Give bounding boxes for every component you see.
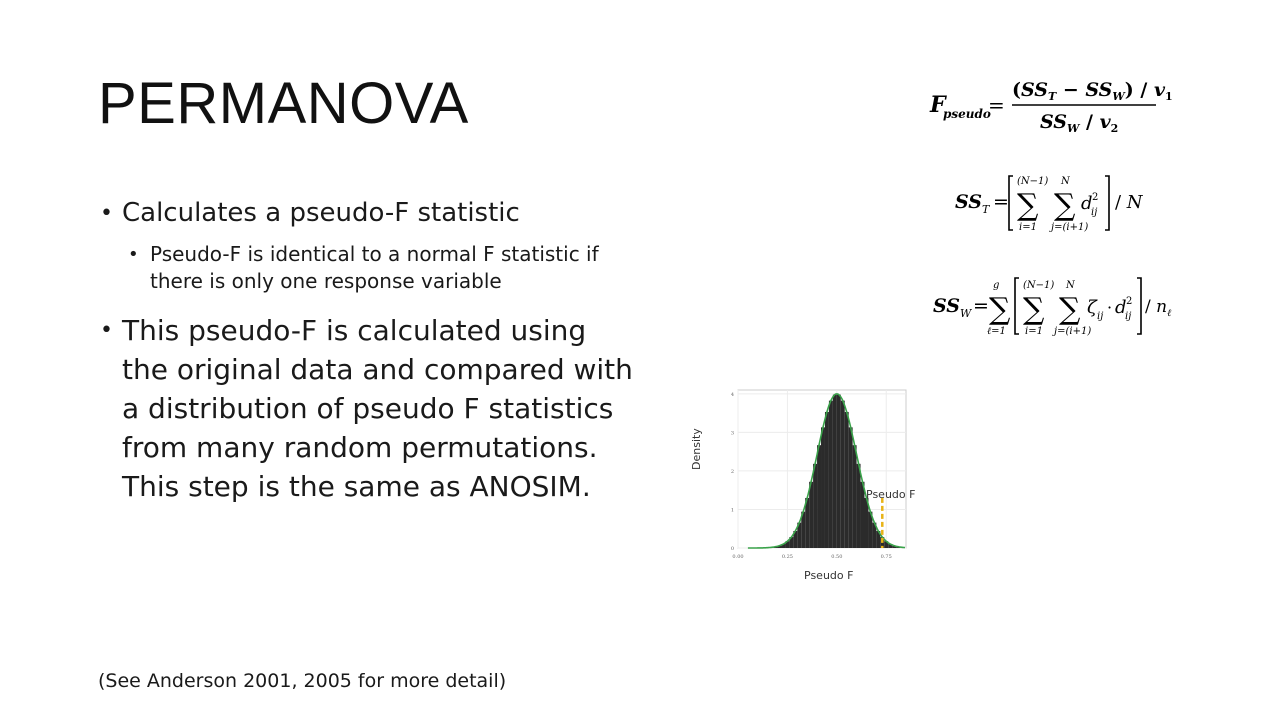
svg-text:SS: SS (955, 191, 983, 213)
svg-text:N: N (1061, 176, 1070, 187)
bullet-list (100, 196, 640, 516)
histogram-bar (837, 395, 841, 548)
histogram-bar (809, 482, 813, 548)
formula-ss-total (955, 170, 1145, 236)
observed-value-annotation: Pseudo F (866, 488, 916, 501)
svg-text:2: 2 (1092, 192, 1099, 203)
svg-text:(N−1): (N−1) (1023, 280, 1055, 291)
bullet-text: This pseudo-F is calculated using the original data and compared with a distribution of pseudo F statistics from many random permutations. This step is the same as ANOSIM. (122, 314, 633, 503)
x-tick-label: 0.00 (732, 554, 744, 560)
sub-bullet-text: Pseudo-F is identical to a normal F statistic if there is only one response variable (150, 242, 599, 293)
histogram-bar (813, 464, 817, 548)
svg-text:ij: ij (1091, 207, 1098, 218)
histogram-bar (833, 395, 837, 548)
slide-title: PERMANOVA (98, 71, 469, 136)
sub-bullet-item (100, 241, 640, 295)
y-tick-label: 4 (730, 391, 734, 398)
svg-text:i=1: i=1 (1025, 326, 1043, 337)
svg-text:=: = (988, 93, 1005, 117)
svg-text:g: g (993, 280, 1000, 291)
histogram-bar (857, 464, 861, 548)
svg-text:=: = (993, 191, 1009, 213)
svg-text:pseudo: pseudo (943, 107, 991, 121)
svg-text:/ N: / N (1115, 192, 1143, 213)
svg-text:(N−1): (N−1) (1017, 176, 1049, 187)
svg-text:ij: ij (1125, 311, 1132, 322)
svg-text:∑: ∑ (1059, 292, 1081, 327)
y-tick-label: 1 (730, 507, 734, 514)
svg-text:/ nℓ: / $n_\ell$ (1145, 297, 1172, 319)
histogram-bar (841, 401, 845, 548)
density-chart-svg (700, 384, 920, 584)
histogram-bar (861, 482, 865, 548)
svg-text:j=(i+1): j=(i+1) (1051, 222, 1089, 233)
svg-text:∑: ∑ (1017, 188, 1039, 223)
bullet-item (100, 311, 640, 506)
svg-text:∑: ∑ (989, 292, 1011, 327)
svg-text:SSW / v2: $SS_W / v_2$ (1040, 111, 1119, 135)
y-tick-label: 2 (730, 468, 734, 475)
histogram-bar (829, 401, 833, 548)
svg-text:·: · (1107, 298, 1113, 317)
formula-f-pseudo (928, 74, 1173, 136)
svg-text:(SST − SSW) / v1: $(SS_T - SS_W) / v_1$ (1012, 79, 1173, 103)
histogram-bar (853, 445, 857, 548)
bullet-dot-icon: • (128, 244, 139, 265)
bullet-dot-icon: • (100, 201, 113, 226)
svg-text:ζ: ζ (1087, 297, 1097, 318)
x-axis-label: Pseudo F (804, 569, 854, 582)
bullet-item (100, 196, 640, 231)
histogram-bar (845, 412, 849, 548)
svg-text:SS: SS (933, 295, 961, 317)
x-tick-label: 0.25 (781, 554, 793, 560)
svg-text:N: N (1066, 280, 1075, 291)
svg-text:d: d (1115, 297, 1127, 318)
footnote: (See Anderson 2001, 2005 for more detail) (98, 670, 507, 692)
svg-text:=: = (973, 295, 989, 317)
svg-text:j=(i+1): j=(i+1) (1054, 326, 1092, 337)
svg-text:T: T (982, 203, 990, 216)
svg-text:ℓ=1: ℓ=1 (987, 326, 1006, 337)
svg-text:d: d (1081, 193, 1093, 214)
density-chart (700, 384, 920, 584)
svg-text:i=1: i=1 (1019, 222, 1037, 233)
svg-text:F: F (930, 92, 946, 118)
histogram-bar (817, 445, 821, 548)
histogram-bar (849, 427, 853, 548)
svg-text:W: W (960, 307, 972, 320)
formula-ss-within (933, 272, 1173, 340)
svg-text:∑: ∑ (1023, 292, 1045, 327)
histogram-bar (821, 427, 825, 548)
y-tick-label: 3 (730, 430, 734, 437)
x-tick-label: 0.50 (831, 554, 843, 560)
svg-text:2: 2 (1126, 296, 1133, 307)
bullet-text: Calculates a pseudo-F statistic (122, 198, 520, 228)
svg-text:ij: ij (1097, 311, 1104, 322)
x-tick-label: 0.75 (880, 554, 892, 560)
histogram-bar (825, 412, 829, 548)
svg-text:∑: ∑ (1054, 188, 1076, 223)
bullet-dot-icon: • (100, 318, 113, 343)
y-tick-label: 0 (730, 546, 734, 552)
y-axis-label: Density (690, 428, 703, 470)
